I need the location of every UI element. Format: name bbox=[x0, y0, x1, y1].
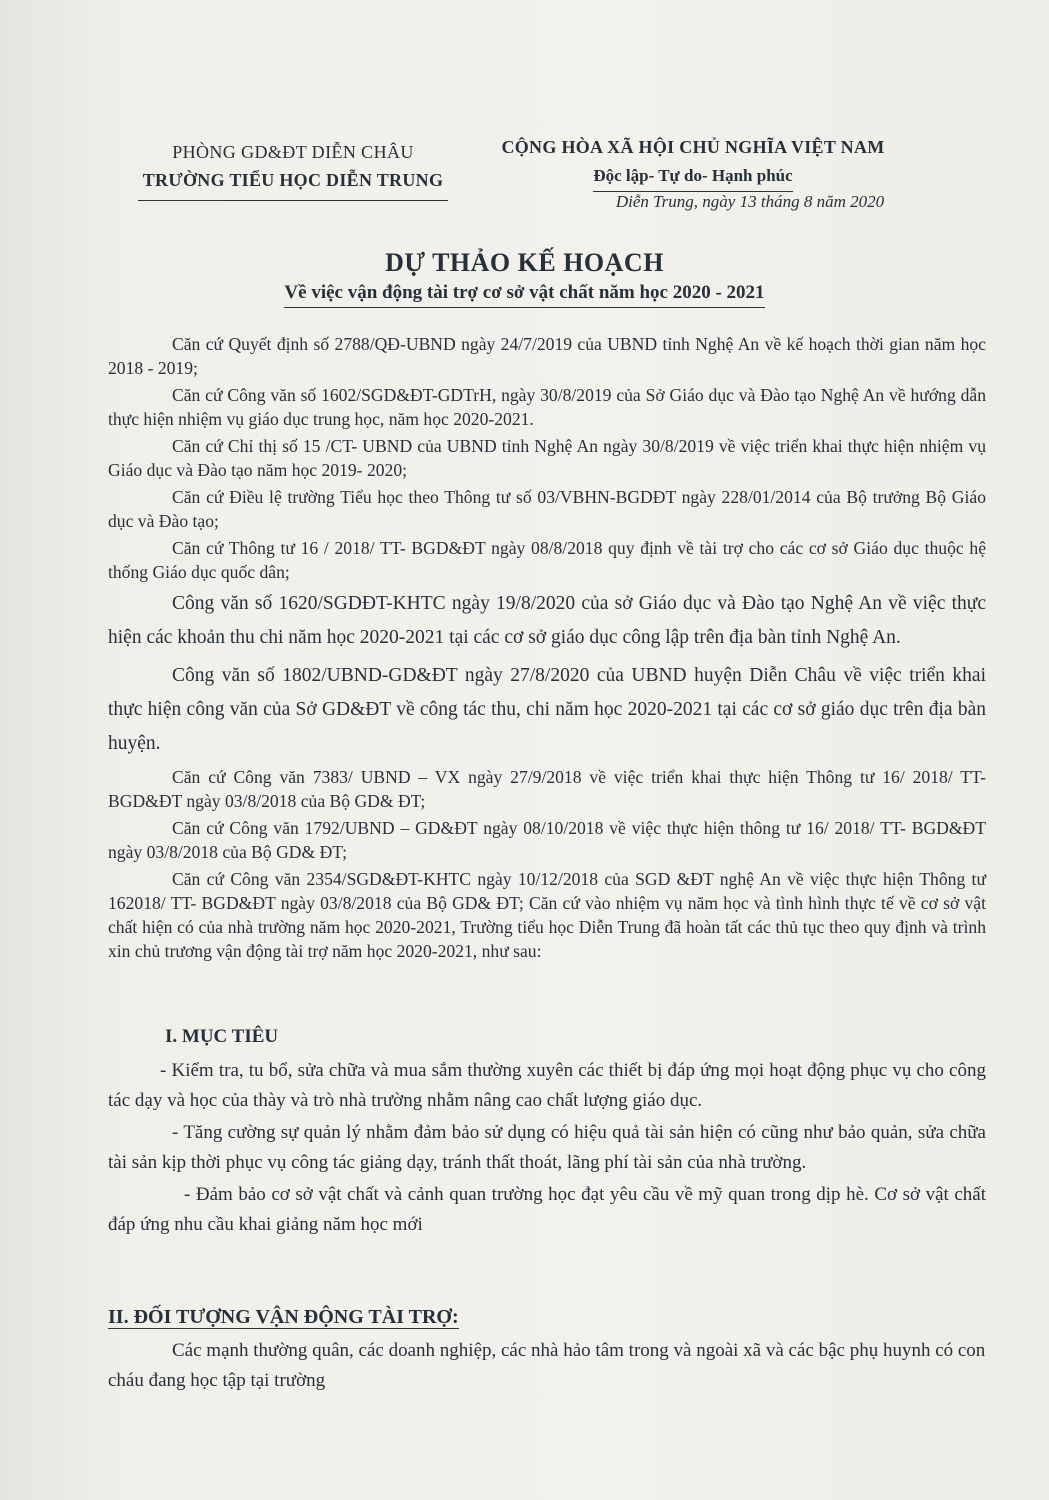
issuing-authority bbox=[138, 138, 448, 201]
goal-item: - Kiểm tra, tu bổ, sửa chữa và mua sắm thường xuyên các thiết bị đáp ứng mọi hoạt động phục vụ cho công tác dạy và học của thày và trò nhà trường nhằm nâng cao chất lượng giáo dục. bbox=[108, 1060, 986, 1111]
basis-paragraph: Căn cứ Công văn 1792/UBND – GD&ĐT ngày 08/10/2018 về việc thực hiện thông tư 16/ 2018/ TT- BGD&ĐT ngày 03/8/2018 của Bộ GD& ĐT; bbox=[108, 818, 986, 862]
document-subtitle bbox=[0, 282, 1049, 308]
basis-paragraph: Căn cứ Chỉ thị số 15 /CT- UBND của UBND tỉnh Nghệ An ngày 30/8/2019 về việc triển khai thực hiện nhiệm vụ Giáo dục và Đào tạo năm học 2019- 2020; bbox=[108, 436, 986, 480]
basis-paragraph: Công văn số 1620/SGDĐT-KHTC ngày 19/8/2020 của sở Giáo dục và Đào tạo Nghệ An về việc thực hiện các khoản thu chi năm học 2020-2021 tại các cơ sở giáo dục công lập trên địa bàn tỉnh Nghệ An. bbox=[108, 593, 986, 648]
section-1-heading: I. MỤC TIÊU bbox=[165, 1026, 279, 1047]
section-2-heading bbox=[108, 1306, 459, 1329]
basis-paragraph: Căn cứ Quyết định số 2788/QĐ-UBND ngày 24/7/2019 của UBND tỉnh Nghệ An về kế hoạch thời gian năm học 2018 - 2019; bbox=[108, 334, 986, 378]
header-divider bbox=[138, 200, 448, 201]
basis-paragraph: Căn cứ Công văn số 1602/SGD&ĐT-GDTrH, ngày 30/8/2019 của Sở Giáo dục và Đào tạo Nghệ An về hướng dẫn thực hiện nhiệm vụ giáo dục trung học, năm học 2020-2021. bbox=[108, 385, 986, 429]
basis-paragraph: Công văn số 1802/UBND-GD&ĐT ngày 27/8/2020 của UBND huyện Diễn Châu về việc triển khai thực hiện công văn của Sở GD&ĐT về công tác thu, chi năm học 2020-2021 tại các cơ sở giáo dục trên địa bàn huyện. bbox=[108, 665, 986, 754]
goal-item: - Tăng cường sự quản lý nhằm đảm bảo sử dụng có hiệu quả tài sản hiện có cũng như bảo quản, sửa chữa tài sản kịp thời phục vụ công tác giảng dạy, tránh thất thoát, lãng phí tài sản của nhà trường. bbox=[108, 1122, 986, 1173]
school-name: TRƯỜNG TIỂU HỌC DIỄN TRUNG bbox=[142, 170, 444, 190]
basis-paragraph: Căn cứ Công văn 2354/SGD&ĐT-KHTC ngày 10/12/2018 của SGD &ĐT nghệ An về việc thực hiện Thông tư 162018/ TT- BGD&ĐT ngày 03/8/2018 của Bộ GD& ĐT; Căn cứ vào nhiệm vụ năm học và tình hình thực tế về cơ sở vật chất hiện có của nhà trường năm học 2020-2021, Trường tiểu học Diễn Trung đã hoàn tất các thủ tục theo quy định và trình xin chủ trương vận động tài trợ năm học 2020-2021, như sau: bbox=[108, 869, 986, 961]
targets-paragraph: Các mạnh thường quân, các doanh nghiệp, các nhà hảo tâm trong và ngoài xã và các bậc phụ huynh có con cháu đang học tập tại trường bbox=[108, 1340, 986, 1391]
section-2-heading-text: II. ĐỐI TƯỢNG VẬN ĐỘNG TÀI TRỢ: bbox=[108, 1306, 459, 1328]
basis-paragraph: Căn cứ Công văn 7383/ UBND – VX ngày 27/9/2018 về việc triển khai thực hiện Thông tư 16/ 2018/ TT- BGD&ĐT ngày 03/8/2018 của Bộ GD& ĐT; bbox=[108, 767, 986, 811]
basis-paragraph: Căn cứ Điều lệ trường Tiểu học theo Thông tư số 03/VBHN-BGDĐT ngày 228/01/2014 của Bộ trưởng Bộ Giáo dục và Đào tạo; bbox=[108, 487, 986, 531]
goals-list bbox=[108, 1056, 986, 1242]
department-name: PHÒNG GD&ĐT DIỄN CHÂU bbox=[172, 142, 414, 162]
subtitle-text: Về việc vận động tài trợ cơ sở vật chất năm học 2020 - 2021 bbox=[284, 282, 764, 308]
document-date: Diễn Trung, ngày 13 tháng 8 năm 2020 bbox=[615, 192, 885, 211]
document-title: DỰ THẢO KẾ HOẠCH bbox=[385, 248, 664, 277]
legal-bases bbox=[108, 332, 986, 966]
national-header bbox=[458, 132, 928, 192]
goal-item: - Đảm bảo cơ sở vật chất và cảnh quan trường học đạt yêu cầu về mỹ quan trong dịp hè. Cơ sở vật chất đáp ứng nhu cầu khai giảng năm học mới bbox=[108, 1184, 986, 1235]
national-motto: Độc lập- Tự do- Hạnh phúc bbox=[593, 162, 792, 192]
basis-paragraph: Căn cứ Thông tư 16 / 2018/ TT- BGD&ĐT ngày 08/8/2018 quy định về tài trợ cho các cơ sở Giáo dục thuộc hệ thống Giáo dục quốc dân; bbox=[108, 538, 986, 582]
sponsorship-targets bbox=[108, 1336, 986, 1396]
nation-name: CỘNG HÒA XÃ HỘI CHỦ NGHĨA VIỆT NAM bbox=[501, 137, 885, 157]
